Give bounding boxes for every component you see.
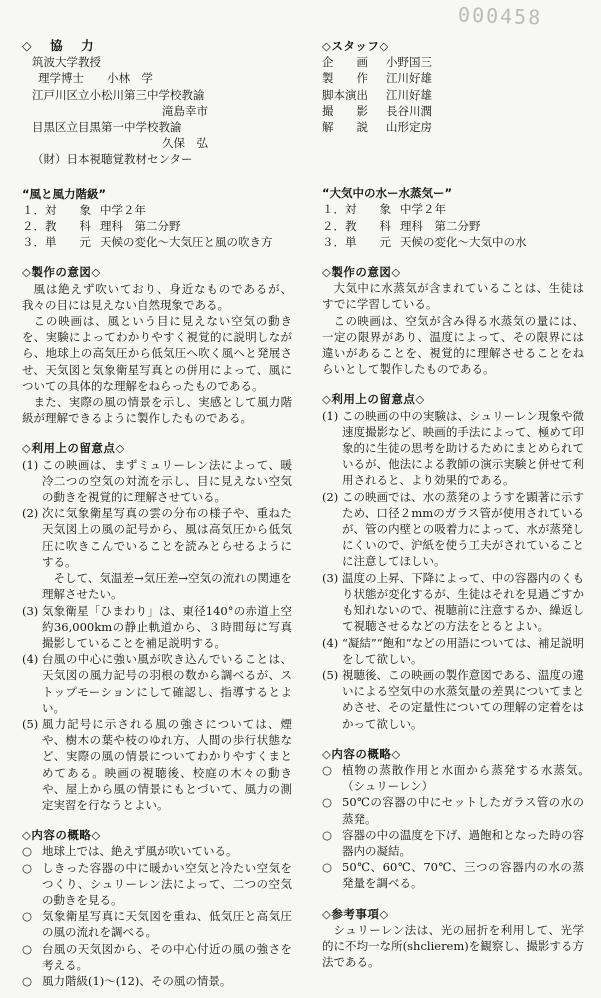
staff-name: 江川好雄 xyxy=(386,87,432,102)
usage-number: (1) xyxy=(22,457,39,472)
summary-item xyxy=(322,827,584,859)
staff-row xyxy=(322,54,584,70)
left-column xyxy=(22,38,292,998)
staff-row xyxy=(322,119,584,135)
info-key: １．対 象 xyxy=(22,202,91,217)
intent-heading: ◇製作の意図◇ xyxy=(22,265,101,280)
film2-title: “大気中の水ー水蒸気ー” xyxy=(322,186,453,201)
usage-item xyxy=(322,635,584,667)
film2-info-row xyxy=(322,234,584,250)
info-value: 天候の変化〜大気圧と風の吹き方 xyxy=(100,235,273,250)
summary-heading: ◇内容の概略◇ xyxy=(22,828,101,843)
film1-info-row xyxy=(22,234,292,250)
summary-item xyxy=(22,973,292,989)
staff-name: 小野国三 xyxy=(386,55,432,70)
summary-text: しきった容器の中に暖かい空気と冷たい空気をつくり、シュリーレン法によって、二つの空気の動きを見る。 xyxy=(42,860,292,907)
circle-bullet-icon: ○ xyxy=(22,973,33,988)
usage-number: (1) xyxy=(322,408,339,423)
circle-bullet-icon: ○ xyxy=(322,795,333,810)
reference-heading: ◇参考事項◇ xyxy=(322,906,389,921)
staff-name: 江川好雄 xyxy=(386,71,432,86)
summary-item xyxy=(322,794,584,826)
summary-item xyxy=(22,908,292,940)
summary-text: 50℃の容器の中にセットしたガラス管の水の蒸発。 xyxy=(342,795,584,826)
staff-role: 企 画 xyxy=(322,55,368,70)
usage-text: この映画の中の実験は、シュリーレン現象や微速度撮影など、映画的手法によって、極めて印象的に生徒の思考を助けるためにまとめられているが、他法による教師の演示実験と併せて利用されると、より効果的である。 xyxy=(342,408,584,488)
coop-line: （財）日本視聴覚教材センター xyxy=(32,152,193,167)
staff-role: 撮 影 xyxy=(322,103,368,118)
staff-name: 山形定房 xyxy=(386,120,432,135)
usage-item xyxy=(322,570,584,635)
info-value: 中学２年 xyxy=(100,202,146,217)
circle-bullet-icon: ○ xyxy=(22,941,33,956)
coop-line: 筑波大学教授 xyxy=(32,55,101,70)
film1-usage-section xyxy=(22,440,292,813)
usage-number: (3) xyxy=(22,603,39,618)
summary-text: 50℃、60℃、70℃、三つの容器内の水の蒸発量を調べる。 xyxy=(342,860,584,891)
info-value: 理科 第二分野 xyxy=(400,218,481,233)
usage-item xyxy=(22,457,292,506)
info-key: ３．単 元 xyxy=(22,235,91,250)
summary-text: 植物の蒸散作用と水面から蒸発する水蒸気。 （シュリーレン） xyxy=(342,762,596,794)
reference-text: シュリーレン法は、光の屈折を利用して、光学的に不均一な所(shclierem)を観察し、撮影する方法である。 xyxy=(322,922,584,970)
film2-summary-section xyxy=(322,746,596,892)
circle-bullet-icon: ○ xyxy=(22,909,33,924)
coop-line: 理学博士 小林 学 xyxy=(38,71,153,86)
summary-text: 地球上では、絶えず風が吹いている。 xyxy=(42,844,238,859)
cooperation-heading: ◇ 協 力 xyxy=(22,38,97,53)
summary-item xyxy=(22,843,292,859)
usage-text: この映画は、まずミュリーレン法によって、暖冷二つの空気の対流を示し、目に見えない空気の動きを視覚的に理解させている。 xyxy=(42,457,292,505)
film1-info-row xyxy=(22,202,292,218)
film2-usage-section xyxy=(322,391,584,731)
staff-role: 脚本演出 xyxy=(322,87,368,102)
usage-item xyxy=(322,489,584,570)
coop-line: 滝島幸市 xyxy=(162,103,208,118)
circle-bullet-icon: ○ xyxy=(22,860,33,875)
circle-bullet-icon: ○ xyxy=(322,762,333,777)
usage-number: (4) xyxy=(322,635,339,650)
intent-heading: ◇製作の意図◇ xyxy=(322,265,401,280)
summary-item xyxy=(22,941,292,973)
film2-info-row xyxy=(322,201,584,217)
usage-number: (2) xyxy=(322,489,339,504)
summary-text: 気象衛星写真に天気図を重ね、低気圧と高気圧の風の流れを調べる。 xyxy=(42,909,292,940)
staff-row xyxy=(322,70,584,86)
cooperation-section xyxy=(22,38,292,168)
usage-text: 風力記号に示される風の強さについては、煙や、樹木の葉や枝のゆれ方、人間の歩行状態など、実際の風の情景についてわかりやすくまとめてある。映画の視聴後、校庭の木々の動きや、屋上から風の情景にもとづいて、風力の測定実習を行なうとよい。 xyxy=(42,716,292,812)
usage-number: (3) xyxy=(322,570,339,585)
usage-number: (5) xyxy=(322,667,339,682)
summary-item xyxy=(322,762,596,794)
intent-paragraph: また、実際の風の情景を示し、実感として風力階級が理解できるように製作したものである。 xyxy=(22,395,292,426)
film2-reference-section xyxy=(322,906,584,971)
usage-item xyxy=(22,505,292,602)
summary-heading: ◇内容の概略◇ xyxy=(322,746,401,761)
staff-name: 長谷川潤 xyxy=(386,103,432,118)
usage-text: そして、気温差→気圧差→空気の流れの関連を理解させたい。 xyxy=(42,571,292,602)
summary-item xyxy=(322,859,584,891)
staff-section xyxy=(322,38,584,135)
usage-item xyxy=(22,716,292,813)
usage-item xyxy=(22,603,292,652)
usage-item xyxy=(322,408,584,489)
staff-row xyxy=(322,103,584,119)
right-column xyxy=(322,38,596,979)
info-value: 天候の変化〜大気中の水 xyxy=(400,234,527,249)
usage-number: (5) xyxy=(22,716,39,731)
summary-text: 台風の天気図から、その中心付近の風の強さを考える。 xyxy=(42,941,292,972)
coop-line: 久保 弘 xyxy=(162,136,208,151)
usage-text: 次に気象衛星写真の雲の分布の様子や、重ねた天気図上の風の記号から、風は高気圧から低気圧に吹きこんでいることを読みとらせるようにする。 xyxy=(42,506,292,569)
usage-item xyxy=(22,651,292,716)
coop-line: 目黒区立目黒第一中学校教諭 xyxy=(32,120,182,135)
film1-info-row xyxy=(22,218,292,234)
film1-summary-section xyxy=(22,827,292,989)
intent-paragraph: この映画は、風という目に見えない空気の動きを、実験によってわかりやすく視覚的に説明しながら、地球上の高気圧から低気圧へ吹く風へと発展させ、天気図と気象衛星写真との併用によって、風についての具体的な理解をねらったものである。 xyxy=(22,314,292,393)
circle-bullet-icon: ○ xyxy=(22,844,33,859)
staff-role: 製 作 xyxy=(322,71,368,86)
usage-text: 温度の上昇、下降によって、中の容器内のくもり状態が変化するが、生徒はそれを見過ごすかも知れないので、視聴前に注意するか、繰返して視聴させるなどの方法をとるとよい。 xyxy=(342,570,584,634)
staff-heading: ◇スタッフ◇ xyxy=(322,39,389,53)
info-key: ２．教 科 xyxy=(322,218,391,233)
film1-title: “風と風力階級” xyxy=(22,186,107,201)
usage-number: (4) xyxy=(22,652,39,667)
staff-role: 解 説 xyxy=(322,120,368,135)
circle-bullet-icon: ○ xyxy=(322,860,333,875)
usage-text: 台風の中心に強い風が吹き込んでいることは、天気図の風力記号の羽根の数から調べるが、ストップモーションにして確認し、指導するとよい。 xyxy=(42,652,292,715)
circle-bullet-icon: ○ xyxy=(322,827,333,842)
usage-number: (2) xyxy=(22,506,39,521)
document-number-stamp: 000458 xyxy=(457,2,543,30)
usage-text: 視聴後、この映画の製作意図である、温度の違いによる空気中の水蒸気量の差異についてまとめさせ、その定量性についての理解の定着をはかって欲しい。 xyxy=(342,667,584,731)
usage-text: “凝結”“飽和”などの用語については、補足説明をして欲しい。 xyxy=(342,635,584,666)
usage-heading: ◇利用上の留意点◇ xyxy=(322,392,425,407)
summary-text: 容器の中の温度を下げ、過飽和となった時の容器内の凝結。 xyxy=(342,827,584,858)
info-value: 理科 第二分野 xyxy=(100,219,181,234)
summary-text: 風力階級(1)〜(12)、その風の情景。 xyxy=(42,973,232,988)
info-value: 中学２年 xyxy=(400,202,446,217)
usage-item xyxy=(322,667,584,732)
film2-header xyxy=(322,185,584,250)
info-key: ２．教 科 xyxy=(22,219,91,234)
usage-text: この映画では、水の蒸発のようすを顕著に示すため、口径２mmのガラス管が使用されているが、管の内壁との吸着力によって、水が蒸発しにくいので、沪紙を使う工夫がされていることに注意してほしい。 xyxy=(342,489,584,569)
usage-heading: ◇利用上の留意点◇ xyxy=(22,441,125,456)
intent-paragraph: 大気中に水蒸気が含まれていることは、生徒はすでに学習している。 xyxy=(322,281,584,312)
staff-row xyxy=(322,87,584,103)
info-key: ３．単 元 xyxy=(322,234,391,249)
intent-paragraph: 風は絶えず吹いており、身近なものであるが、我々の目には見えない自然現象である。 xyxy=(22,281,292,312)
film2-info-row xyxy=(322,218,584,234)
info-key: １．対 象 xyxy=(322,202,391,217)
summary-item xyxy=(22,860,292,909)
intent-paragraph: この映画は、空気が含み得る水蒸気の量には、一定の限界があり、温度によって、その限界には違いがあることを、視覚的に理解させることをねらいとして製作したものである。 xyxy=(322,313,584,377)
usage-text: 気象衛星「ひまわり」は、東径140°の赤道上空約36,000kmの静止軌道から、３時間毎に写真撮影していることを補足説明する。 xyxy=(42,603,292,650)
film2-intent-section xyxy=(322,264,584,377)
film1-header xyxy=(22,186,292,251)
film1-intent-section xyxy=(22,264,292,426)
coop-line: 江戸川区立小松川第三中学校教諭 xyxy=(32,87,205,102)
